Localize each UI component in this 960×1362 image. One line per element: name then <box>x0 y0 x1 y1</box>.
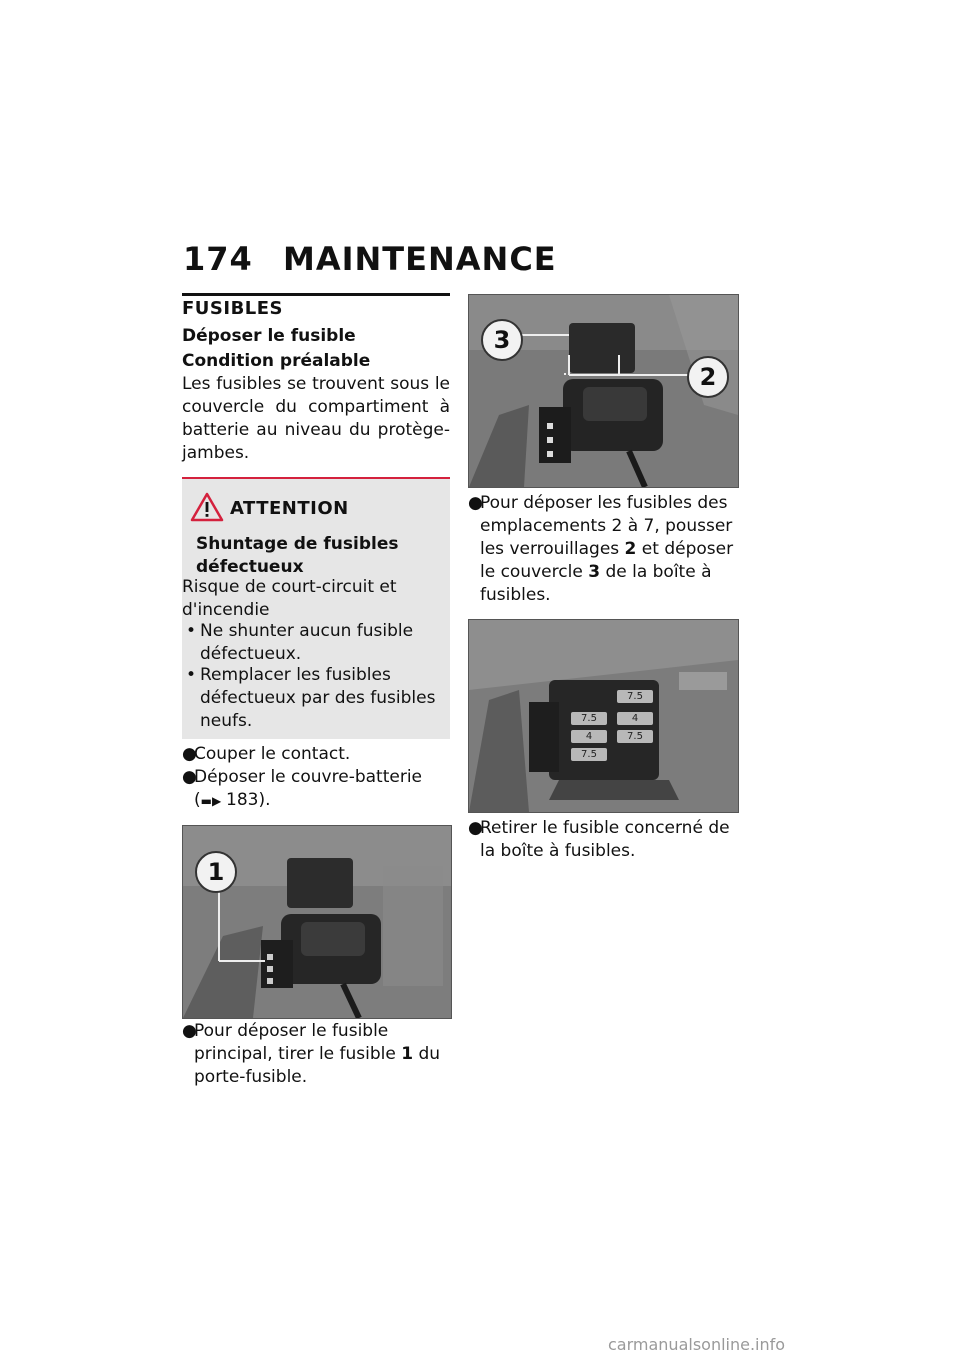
warning-label: ATTENTION <box>230 498 349 519</box>
section-rule <box>182 293 450 296</box>
figure-main-fuse <box>182 825 452 1019</box>
fuse-label: 4 <box>571 730 607 743</box>
figure-fuse-box-cover <box>468 294 739 488</box>
fuse-label: 7.5 <box>571 748 607 761</box>
step-item: ● Déposer le couvre-batterie <box>182 767 422 787</box>
step-item: ● Couper le contact. <box>182 744 351 764</box>
section-title: FUSIBLES <box>182 298 284 319</box>
page-number: 174 <box>183 240 253 278</box>
fuse-label: 7.5 <box>617 730 653 743</box>
step-item: ● Pour déposer le fusible principal, tirer le fusible 1 du porte-fusible. <box>182 1021 441 1087</box>
step-reference: (▬▶ 183). <box>194 789 450 813</box>
step-item: ● Pour déposer les fusibles des emplacements 2 à 7, pousser les verrouillages 2 et déposer le couvercle 3 de la boîte à fusibles. <box>468 493 734 605</box>
arrow-reference-icon: ▬▶ <box>200 794 222 808</box>
subsection-title: Déposer le fusible <box>182 326 356 346</box>
callout-3: 3 <box>481 319 523 361</box>
chapter-title: MAINTENANCE <box>283 240 557 278</box>
warning-risk: Risque de court-circuit et d'incendie <box>182 577 397 620</box>
warning-item: • Ne shunter aucun fusible défectueux. <box>186 621 414 664</box>
callout-1: 1 <box>195 851 237 893</box>
fuse-label: 7.5 <box>617 690 653 703</box>
fuse-label: 4 <box>617 712 653 725</box>
watermark: carmanualsonline.info <box>608 1335 786 1354</box>
warning-title: Shuntage de fusibles défectueux <box>196 534 399 577</box>
step-item: ● Retirer le fusible concerné de la boîte à fusibles. <box>468 818 730 861</box>
precondition-title: Condition préalable <box>182 351 371 371</box>
callout-2: 2 <box>687 356 729 398</box>
warning-item: • Remplacer les fusibles défectueux par des fusibles neufs. <box>186 665 436 731</box>
fuse-label: 7.5 <box>571 712 607 725</box>
figure-fuses-exposed <box>468 619 739 813</box>
warning-triangle-icon <box>190 492 224 526</box>
precondition-text: Les fusibles se trouvent sous le couvercle du compartiment à batterie au niveau du protège-jambes. <box>182 374 450 463</box>
